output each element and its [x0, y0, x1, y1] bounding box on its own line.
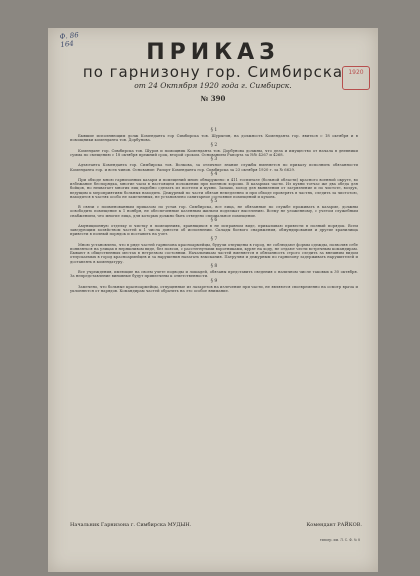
section-mark: § 9: [210, 278, 218, 284]
section-text: Бывшие исполняющим долж Коменданта гор Симбирска тов. Шурыгин, на должность Коменданта гор. явиться с 18 октября и в помощники коменданта тов. Дорбунова.: [70, 134, 358, 143]
section-text: Адъютанта Коменданта гор. Симбирска тов. Волкова, за отличное знание службы вменяется по приказу исполнить обязанности Коменданта гор. и всех чинов. Основание: Рапорт Коменданта гор. Симбирска за 23 октября 1920 г. за № 6629.: [70, 163, 358, 172]
section-text: Мною установлено, что в ряде частей гарнизона красноармейцы, будучи отпущены в город, не соблюдают формы одежды, позволяя себе появляться на улицах в неряшливом виде, без поясов, с расстегнутыми воротниками, курят на ходу, не отдают чести встречным командирам. Бывают в общественных местах в нетрезвом состоянии. Начальникам частей вменяется в обязанность строго следить за внешним видом отпускаемых в город красноармейцев и за нарушения налагать взыскания. Патрулям и дежурным по гарнизону задерживать нарушителей и доставлять в комендатуру.: [70, 242, 358, 264]
section-text: Амуниционную отделку и чистку в помещениях, хранящихся в не исправном виде, приказываю привести в полный порядок. Всем заведующим хозяйством частей к 1 числа донести об исполнении. Склады боевого снаряжения, обмундирования и другие хранилища привести в полный порядок и поставить на учет.: [70, 224, 358, 237]
archive-stamp: 1920: [342, 66, 370, 90]
section-mark: § 5: [210, 199, 218, 205]
document-body: [70, 128, 358, 294]
document-date: от 24 Октября 1920 года г. Симбирск.: [134, 81, 292, 90]
document-title: ПРИКАЗ: [146, 40, 280, 65]
handwritten-note: Ф. 86 164: [59, 31, 80, 49]
section-text: Все учреждения, имеющие на своем учете подводы и лошадей, обязаны представить сведения о наличном числе таковых к 30 октября. За непредставление виновные будут привлечены к ответственности.: [70, 270, 358, 279]
section-mark: § 7: [210, 236, 218, 242]
section-text: В связи с поименованным приказом по устав гор. Симбирска, все лица, не обязанные по службе проживать в казарме, должны освободить помещение к 1 ноября, не обеспеченные казенным жильем подлежат выселению. Всему не уложенному, с учетом служебным снабжением, что многие лица, для которых должно быть отведено специальное помещение.: [70, 205, 358, 218]
printer-note: типогр. им. Л. С. Ф. № 8: [319, 538, 360, 542]
commandant-signature: Комендант РАЙКОВ.: [306, 522, 362, 528]
section-text: Замечено, что больные красноармейцы, отпущенные из лазаретов на излечение при части, не являются своевременно на осмотр врача и уклоняются от нарядов. Командирам частей обратить на это особое внимание.: [70, 284, 358, 293]
section-mark: § 1: [210, 128, 218, 133]
section-mark: § 4: [210, 171, 218, 177]
garrison-chief-signature: Начальник Гарнизона г. Симбирска МУДЫН.: [70, 522, 192, 528]
order-number: № 390: [200, 94, 226, 103]
document-subtitle: по гарнизону гор. Симбирска: [82, 63, 344, 81]
section-mark: § 6: [210, 217, 218, 223]
section-text: При обходе мною гарнизонных казарм и помещений мною обнаружено: в 411 госпитале (больной области) красного военной округе, во избежание беспорядка, многие часы в настоящем положении при военном хорошо. В казармах части. Из кухни тотчас же два обеда для бойцов, но нехватает многих лиц надобно сделать из постели и кухни. Запахи, холод для выявления от загрязнение и по чистоте, воздух, ведущим к мероприятиям больных находить. Дежурный по части обязан немедленно и при обходе проверять в частях, следить за чистотою, находится в частях особо не замеченных, не установлено санитарное состояние помещений и кухонь.: [70, 178, 358, 199]
signature-block: [70, 522, 362, 529]
section-text: Комендант гор. Симбирска тов. Шуров и помощник Коменданта тов. Дорбунова должны, что дела и имущество от начала в дневники сумма по смещению с 18 октября прежний срок, второй сроком. Основанием Рапорта за №№ 4267 и 4268.: [70, 148, 358, 157]
section-mark: § 2: [210, 142, 218, 148]
section-mark: § 3: [210, 157, 218, 163]
section-mark: § 8: [210, 263, 218, 269]
document-sheet: [48, 28, 378, 572]
